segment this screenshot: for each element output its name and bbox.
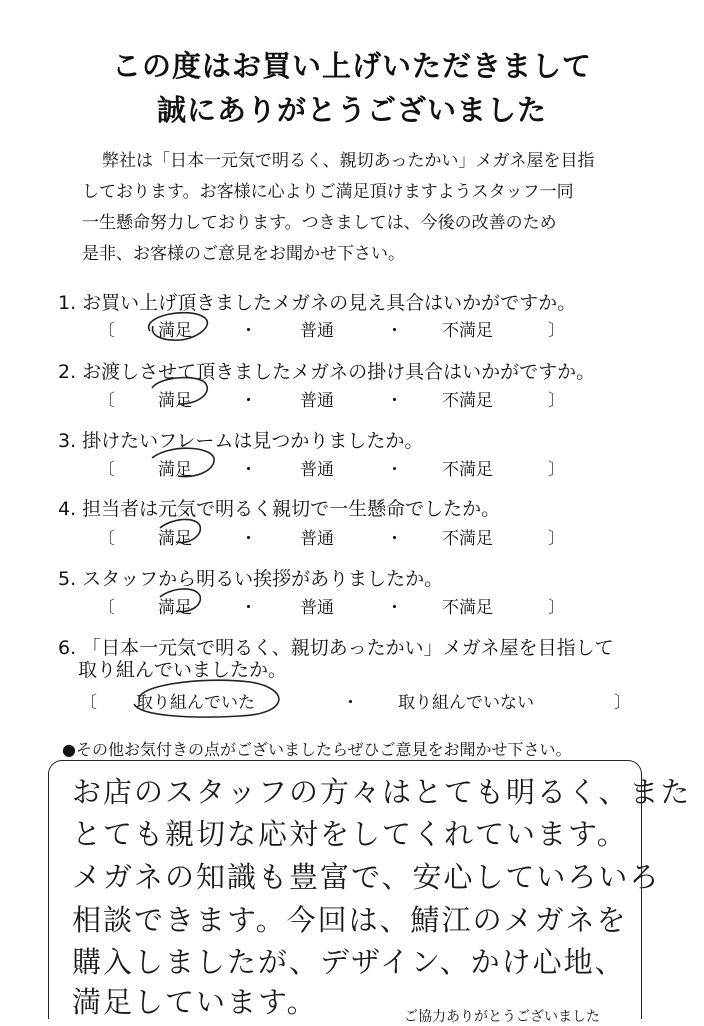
bracket-open: 〔 xyxy=(98,529,115,549)
bracket-close: 〕 xyxy=(548,460,565,480)
hand-circle-mark xyxy=(149,313,208,340)
handwritten-comment-line: 相談できます。今回は、鯖江のメガネを xyxy=(72,903,628,937)
handwritten-comment-line: メガネの知識も豊富で、安心していろいろ xyxy=(72,860,661,894)
bracket-open: 〔 xyxy=(98,598,115,618)
bracket-open: 〔 xyxy=(98,460,115,480)
option-unsatisfied[interactable]: 不満足 xyxy=(442,391,493,411)
question-3-text: 3. 掛けたいフレームは見つかりましたか。 xyxy=(58,430,424,452)
option-unsatisfied[interactable]: 不満足 xyxy=(442,321,493,341)
question-1-text: 1. お買い上げ頂きましたメガネの見え具合はいかがですか。 xyxy=(58,292,577,314)
bracket-open: 〔 xyxy=(80,693,97,713)
option-normal[interactable]: 普通 xyxy=(300,391,334,411)
bracket-open: 〔 xyxy=(98,391,115,411)
intro-line: 弊社は「日本一元気で明るく、親切あったかい」メガネ屋を目指 xyxy=(102,151,595,171)
hand-circle-mark xyxy=(152,378,207,404)
separator-dot: ・ xyxy=(240,321,257,341)
separator-dot: ・ xyxy=(386,598,403,618)
option-unsatisfied[interactable]: 不満足 xyxy=(442,598,493,618)
bracket-close: 〕 xyxy=(614,693,631,713)
page-title-line-1: この度はお買い上げいただきまして xyxy=(111,49,592,83)
separator-dot: ・ xyxy=(386,460,403,480)
separator-dot: ・ xyxy=(240,598,257,618)
hand-circle-mark xyxy=(160,519,200,542)
question-6-text: 6. 「日本一元気で明るく、親切あったかい」メガネ屋を目指して xyxy=(58,637,614,659)
page-title-line-2: 誠にありがとうございました xyxy=(156,93,547,127)
separator-dot: ・ xyxy=(240,529,257,549)
option-normal[interactable]: 普通 xyxy=(300,598,334,618)
separator-dot: ・ xyxy=(240,460,257,480)
hand-circle-mark xyxy=(152,448,214,476)
option-not-working-on-it[interactable]: 取り組んでいない xyxy=(398,693,534,713)
intro-line: しております。お客様に心よりご満足頂けますようスタッフ一同 xyxy=(82,182,574,202)
hand-circle-mark xyxy=(134,680,279,717)
separator-dot: ・ xyxy=(386,321,403,341)
option-unsatisfied[interactable]: 不満足 xyxy=(442,460,493,480)
bracket-close: 〕 xyxy=(548,391,565,411)
question-2-text: 2. お渡しさせて頂きましたメガネの掛け具合はいかがですか。 xyxy=(58,361,596,383)
separator-dot: ・ xyxy=(240,391,257,411)
option-normal[interactable]: 普通 xyxy=(300,460,334,480)
thanks-footer: ご協力ありがとうございました xyxy=(404,1009,600,1025)
option-unsatisfied[interactable]: 不満足 xyxy=(442,529,493,549)
bracket-close: 〕 xyxy=(548,321,565,341)
question-6-text-line-2: 取り組んでいましたか。 xyxy=(78,659,288,681)
option-satisfied[interactable]: 満足 xyxy=(158,598,192,618)
separator-dot: ・ xyxy=(342,693,359,713)
option-satisfied[interactable]: 満足 xyxy=(158,529,192,549)
option-normal[interactable]: 普通 xyxy=(300,321,334,341)
option-satisfied[interactable]: 満足 xyxy=(158,460,192,480)
handwritten-comment-line: 購入しましたが、デザイン、かけ心地、 xyxy=(72,945,626,979)
comments-prompt: ●その他お気付きの点がございましたらぜひご意見をお聞かせ下さい。 xyxy=(62,740,572,759)
bracket-open: 〔 xyxy=(98,321,115,341)
question-4-text: 4. 担当者は元気で明るく親切で一生懸命でしたか。 xyxy=(58,498,501,520)
intro-line: 是非、お客様のご意見をお聞かせ下さい。 xyxy=(82,244,405,264)
handwritten-comment-line: お店のスタッフの方々はとても明るく、また xyxy=(72,775,692,809)
question-5-text: 5. スタッフから明るい挨拶がありましたか。 xyxy=(58,568,444,590)
handwritten-comment-line: 満足しています。 xyxy=(72,985,318,1019)
hand-circle-mark xyxy=(160,589,200,612)
intro-line: 一生懸命努力しております。つきましては、今後の改善のため xyxy=(82,213,557,233)
option-working-on-it[interactable]: 取り組んでいた xyxy=(136,693,255,713)
handwritten-comment-line: とても親切な応対をしてくれています。 xyxy=(72,817,628,851)
option-normal[interactable]: 普通 xyxy=(300,529,334,549)
option-satisfied[interactable]: 満足 xyxy=(158,321,192,341)
option-satisfied[interactable]: 満足 xyxy=(158,391,192,411)
separator-dot: ・ xyxy=(386,391,403,411)
separator-dot: ・ xyxy=(386,529,403,549)
bracket-close: 〕 xyxy=(548,529,565,549)
bracket-close: 〕 xyxy=(548,598,565,618)
